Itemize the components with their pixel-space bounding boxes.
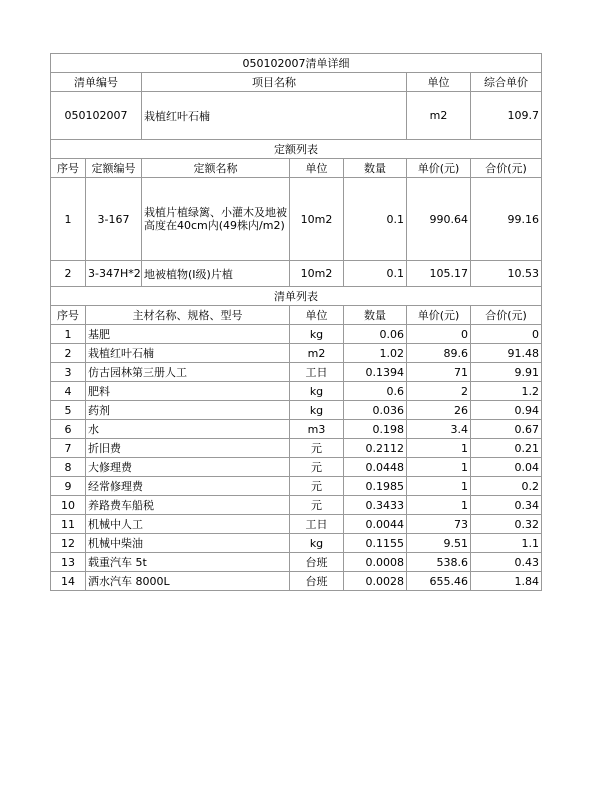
material-qty: 0.0044 [344, 515, 407, 534]
material-qty-header: 数量 [344, 306, 407, 325]
quota-name-header: 定额名称 [142, 159, 290, 178]
material-unit-price: 73 [407, 515, 471, 534]
material-row [51, 325, 542, 344]
quota-section-row [51, 140, 542, 159]
quota-row [51, 261, 542, 287]
quota-code: 3-347H*2 [86, 261, 142, 287]
material-seq: 2 [51, 344, 86, 363]
material-unit: kg [290, 401, 344, 420]
bill-header-row [51, 73, 542, 92]
material-row [51, 382, 542, 401]
material-total: 0.34 [471, 496, 542, 515]
bill-row [51, 92, 542, 140]
material-header-row [51, 306, 542, 325]
material-unit: 工日 [290, 363, 344, 382]
quota-code-header: 定额编号 [86, 159, 142, 178]
quota-qty: 0.1 [344, 178, 407, 261]
material-name: 药剂 [86, 401, 290, 420]
quota-unit-price-header: 单价(元) [407, 159, 471, 178]
material-unit: kg [290, 325, 344, 344]
material-section-row [51, 287, 542, 306]
quota-row [51, 178, 542, 261]
title-row [51, 54, 542, 73]
quota-name: 栽植片植绿篱、小灌木及地被高度在40cm内(49株内/m2) [142, 178, 290, 261]
quota-qty-header: 数量 [344, 159, 407, 178]
material-unit: 台班 [290, 572, 344, 591]
material-total: 91.48 [471, 344, 542, 363]
quota-header-row [51, 159, 542, 178]
material-unit: kg [290, 534, 344, 553]
bill-code-header: 清单编号 [51, 73, 142, 92]
material-row [51, 439, 542, 458]
material-total: 0.2 [471, 477, 542, 496]
material-qty: 0.2112 [344, 439, 407, 458]
material-unit-price: 1 [407, 477, 471, 496]
material-unit-price: 71 [407, 363, 471, 382]
material-qty: 0.6 [344, 382, 407, 401]
material-unit-price: 1 [407, 458, 471, 477]
bill-detail-table [50, 53, 542, 591]
material-unit-price: 538.6 [407, 553, 471, 572]
sheet-title: 050102007清单详细 [51, 54, 542, 73]
material-total: 0.21 [471, 439, 542, 458]
material-unit-price-header: 单价(元) [407, 306, 471, 325]
quota-unit-header: 单位 [290, 159, 344, 178]
material-name: 肥料 [86, 382, 290, 401]
material-total: 1.2 [471, 382, 542, 401]
material-total: 0.04 [471, 458, 542, 477]
material-seq: 1 [51, 325, 86, 344]
bill-code: 050102007 [51, 92, 142, 140]
material-qty: 0.1155 [344, 534, 407, 553]
bill-name: 栽植红叶石楠 [142, 92, 407, 140]
material-qty: 1.02 [344, 344, 407, 363]
material-unit-price: 0 [407, 325, 471, 344]
material-name: 洒水汽车 8000L [86, 572, 290, 591]
material-qty: 0.0028 [344, 572, 407, 591]
material-row [51, 458, 542, 477]
material-unit-price: 9.51 [407, 534, 471, 553]
material-seq: 10 [51, 496, 86, 515]
material-seq: 12 [51, 534, 86, 553]
material-seq: 3 [51, 363, 86, 382]
material-row [51, 496, 542, 515]
quota-total: 99.16 [471, 178, 542, 261]
material-row [51, 344, 542, 363]
bill-name-header: 项目名称 [142, 73, 407, 92]
material-total: 0.32 [471, 515, 542, 534]
material-row [51, 420, 542, 439]
material-seq: 14 [51, 572, 86, 591]
quota-code: 3-167 [86, 178, 142, 261]
bill-price: 109.7 [471, 92, 542, 140]
material-total: 9.91 [471, 363, 542, 382]
material-unit-header: 单位 [290, 306, 344, 325]
material-row [51, 477, 542, 496]
quota-section-title: 定额列表 [51, 140, 542, 159]
material-unit: 元 [290, 439, 344, 458]
material-seq: 8 [51, 458, 86, 477]
bill-price-header: 综合单价 [471, 73, 542, 92]
material-total: 1.1 [471, 534, 542, 553]
material-name: 折旧费 [86, 439, 290, 458]
material-unit: m3 [290, 420, 344, 439]
bill-unit: m2 [407, 92, 471, 140]
quota-total: 10.53 [471, 261, 542, 287]
material-unit-price: 655.46 [407, 572, 471, 591]
material-unit: m2 [290, 344, 344, 363]
material-name: 栽植红叶石楠 [86, 344, 290, 363]
material-name: 养路费车船税 [86, 496, 290, 515]
material-unit-price: 3.4 [407, 420, 471, 439]
material-name: 载重汽车 5t [86, 553, 290, 572]
material-qty: 0.036 [344, 401, 407, 420]
material-unit: 元 [290, 477, 344, 496]
quota-seq-header: 序号 [51, 159, 86, 178]
material-qty: 0.1985 [344, 477, 407, 496]
material-total: 0.94 [471, 401, 542, 420]
quota-seq: 1 [51, 178, 86, 261]
material-qty: 0.06 [344, 325, 407, 344]
material-seq: 4 [51, 382, 86, 401]
material-seq-header: 序号 [51, 306, 86, 325]
material-total-header: 合价(元) [471, 306, 542, 325]
material-unit: 工日 [290, 515, 344, 534]
quota-qty: 0.1 [344, 261, 407, 287]
material-name: 经常修理费 [86, 477, 290, 496]
material-unit: 台班 [290, 553, 344, 572]
material-row [51, 553, 542, 572]
quota-unit-price: 990.64 [407, 178, 471, 261]
quota-unit: 10m2 [290, 178, 344, 261]
material-name: 机械中柴油 [86, 534, 290, 553]
material-row [51, 534, 542, 553]
material-name: 大修理费 [86, 458, 290, 477]
material-qty: 0.1394 [344, 363, 407, 382]
material-unit-price: 2 [407, 382, 471, 401]
material-qty: 0.198 [344, 420, 407, 439]
material-qty: 0.0448 [344, 458, 407, 477]
quota-unit: 10m2 [290, 261, 344, 287]
material-seq: 6 [51, 420, 86, 439]
material-seq: 11 [51, 515, 86, 534]
material-section-title: 清单列表 [51, 287, 542, 306]
material-unit-price: 1 [407, 439, 471, 458]
material-qty: 0.3433 [344, 496, 407, 515]
material-seq: 9 [51, 477, 86, 496]
material-seq: 13 [51, 553, 86, 572]
material-name: 基肥 [86, 325, 290, 344]
quota-unit-price: 105.17 [407, 261, 471, 287]
material-name: 水 [86, 420, 290, 439]
material-row [51, 515, 542, 534]
material-row [51, 363, 542, 382]
material-row [51, 401, 542, 420]
material-qty: 0.0008 [344, 553, 407, 572]
material-unit-price: 89.6 [407, 344, 471, 363]
material-total: 0.67 [471, 420, 542, 439]
material-unit: kg [290, 382, 344, 401]
quota-seq: 2 [51, 261, 86, 287]
bill-unit-header: 单位 [407, 73, 471, 92]
material-unit: 元 [290, 458, 344, 477]
material-name-header: 主材名称、规格、型号 [86, 306, 290, 325]
material-unit-price: 1 [407, 496, 471, 515]
material-name: 仿古园林第三册人工 [86, 363, 290, 382]
material-seq: 7 [51, 439, 86, 458]
quota-total-header: 合价(元) [471, 159, 542, 178]
material-total: 0.43 [471, 553, 542, 572]
material-name: 机械中人工 [86, 515, 290, 534]
material-total: 1.84 [471, 572, 542, 591]
quota-name: 地被植物(I级)片植 [142, 261, 290, 287]
material-seq: 5 [51, 401, 86, 420]
material-unit-price: 26 [407, 401, 471, 420]
material-row [51, 572, 542, 591]
material-unit: 元 [290, 496, 344, 515]
material-total: 0 [471, 325, 542, 344]
